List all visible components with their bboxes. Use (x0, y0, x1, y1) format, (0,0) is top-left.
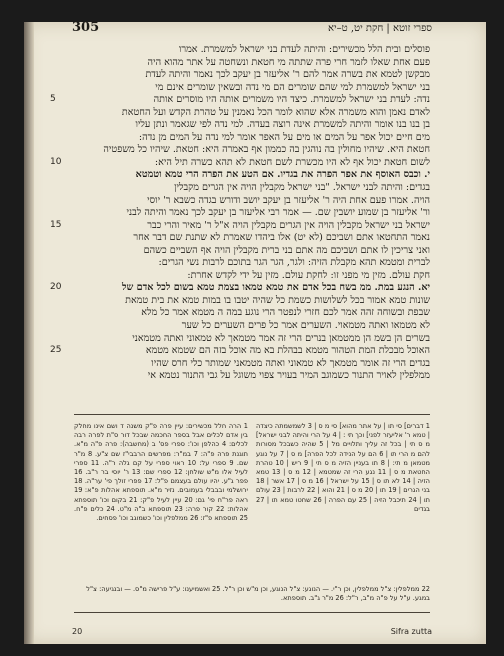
text-line: לשום חטאת יכול אף לא היו מכשרת לשם חטאת לא תהא כשרה תיל היא: (154, 156, 430, 168)
notes-column-sources: 1 הרה חלל מכשירים: עיין פרה פ"ק משנה ד ושם אינו מחלק בין אדם לכלים אבל בספר החכמה שבכל דור ס"ת לפרה רבה לכלים: 4 כהלפן וכו': ספרי פס' ב (מחשבה): פרה פ"ה מ"א. תוגנת פרה פ"ה: 7 במ"ר: מפרשים הרבבי"ז שם צ"ע. 8 מ"ר שם. 9 ספרי על: 10 ראוי ספרי על קם גלה ר"ה. 11 ספרי לעיל אלו מ"ש שולחן: 12 ספרי שם: 13 ר' יוסי בר ר"ב. 16 פפר ג"ע. יהיו עולם בעצמם פ"ל: 17 פפרי זולך פי' ער"ה. 18 ירושלמי ובבבלי בעמובים. נזיר מ"א. תוספתא אהלות פ"א: 19 ראה פר"ח פי' גם: 20 עיין לעיל פ"ק: 21 בקום וכו' תוספתא אהלות: 22 קור פרה: 23 תוספתא ב"ה מ"ט. 24 כלים פ"ח. 25 תוספתא פ"ז: 26 ממלפלין וכו' כשמוגב וכו' פסחים. (74, 422, 248, 523)
extra-notes: 22 ממלפלין: צ"ל ממלפלין, וכן ר"י. — הנוגע: צ"ל הנוגע, וכן מ"ש וכן ר"ל. 25 ואשמיענו: ע"ל פרישה מ"ס. — ובנגיעה: צ"ל במגע. ע"ל על פ"ה מ"ב, ר"ל: 26 מ"ר ג"ב. תוספתא. (86, 585, 430, 603)
text-line: בגדים: והיתה לבני ישראל. "בני ישראל מקבלין הויה אין הגרים מקבלין (174, 182, 430, 194)
text-line: מים חיים יכול אפר על המים או מים על האפר אומר למי נדה על המים מן נדה: (138, 131, 430, 143)
text-line: יא. הנגע במת. ממ בשח בכל אדם את טמא טמאו בצמת טמא בשום לכל אדם של (121, 282, 430, 294)
footnotes (74, 422, 430, 582)
text-line: פוסלים ובית הלל מכשירים: והיתה לעדת בני ישראל למשמרת. אמרו (178, 44, 430, 55)
line-number: 25 (50, 345, 62, 356)
text-line: שבפת ובשוחה זהה אמר לכם חזרי לנפטר הרי נוגע במה ה מטמא אמר כל מלא (141, 307, 430, 319)
text-line: לאדם נאמן והוא משמרה אלא שהוא לומר הכל נאמנין על טהרת הקדש ועל החטאת (121, 106, 430, 118)
text-line: חטאת היא. שיהיו מחולין בה נוהגין בה כממון אף באמרה היא: חטאת. שיהיו כל משפטיה (103, 144, 430, 156)
text-line: חקת עולם. מזין מי מפני זו: לחקת עולם. מזין על ידי לקדש אחרת: (187, 269, 430, 281)
text-line: ור' אליעזר בן שמוע יושבין שם. — אמר רבי אליעזר בן יעקב לכך נאמר והיתה לבני (126, 207, 430, 219)
page-header (72, 20, 432, 36)
book-gutter-shadow (24, 22, 34, 644)
running-title: ספרי זוטא | חקת יט, ט–יא (328, 23, 432, 34)
text-line: ואני צריכין לו אתם ושביכם מה אתם בני ברית מקבלין הויה אף השביים כשהם (143, 244, 430, 256)
line-number: 20 (50, 282, 62, 293)
text-line: בגדים הרי זה אומר מטמאך לא טמאוני ואתה מטמאני שמותר כלי חרס שהיו (151, 357, 430, 369)
text-line: ממלפלין לאויר התנור כשמוגב המיר בעויר צפוי משוגל על גבי התנור נטמא אי (147, 370, 430, 382)
text-line: נאמר התחטאו אתם ושביכם (לא יט) אלו ביהדו שאמרת לא שתנת שם דבר אחר (133, 232, 430, 244)
text-line: ישראל בני ישראל מקבלין הויה אין הגרים מקבלין הויה א"ל ר' מאיר והרי כבר (147, 219, 430, 231)
text-line: הויה. אמרו פעם אחת היה ר' אליעזר בן יעקב יושב ודורש בגדה כשבא ר' יוסי (147, 194, 430, 206)
text-line: מבקשן לטמא את בשרה אמר להם ר' אליעזר בן יעקב לכך נאמר והיתה לעדת (145, 69, 430, 81)
line-number: 5 (50, 94, 56, 105)
footer-book-title: Sifra zutta (390, 627, 432, 636)
text-line: בן בנו בנו אומר והיתה למשמרת אינה רוצה בעדה. למי נדה לפי שגאמר ונתן עליו (135, 119, 430, 131)
text-line: לברית ומטמא תהא מקבלת הזיה: ולגר, הגר הגר בתוכם לרבות נשי הגרים: (158, 257, 430, 269)
line-number: 10 (50, 156, 62, 167)
line-number: 15 (50, 219, 62, 230)
page-number: 305 (72, 20, 100, 35)
notes-divider (74, 414, 430, 415)
text-line: נדה: לעדת בני ישראל למשמרת. כיצד היו משמרים אותה היו מוסרים אותה (153, 94, 430, 106)
text-line: פעם אחת שאלו לזמר חרי פרה שתתה מי חטאת ונשחטה על אתר מהוא היה (147, 56, 430, 68)
page-footer (72, 627, 432, 636)
text-line: בשרים הן בשמ הן ממטמאן בנרים הרי זה אמר מטמאך לא טמאוני ואתה מטמאני (132, 332, 430, 344)
main-text (74, 44, 430, 383)
signature-number: 20 (72, 627, 83, 636)
text-line: בני ישראל למשמרת למי שהם שומרים הם מי נדה ובשאין שומרים אינם מי (155, 81, 430, 93)
notes-column-variants: 1 דברים] סי תו | על אתר מהוא] סי מ ס | 3 לשמשמתה כיצדה | טמא ר' אליעזר לפני] וכך תי : | 4 על הרי והיתה לבני ישראל] מ ס תי | בכל זה עליך ותלויים מל | 5 שהיה כשבכל מסורות להם מ הרי תו | 6 הם על הנידה לכל הפרה] מ ס | 7 על נוגע מטמאן מ תי: | 8 תו בעניין הזיה מ ס תי | 9 ריש | 10 טהרת החטאת מ ס | 11 נגע הרי זה שמטמא | 12 מ ס | 13 טמא הזיה | 14 לא תו ס | 15 על ישראל | 16 מ ס | 17 אשר | 18 בני הגרים | 19 תו | 20 מ ס | 21 והוא | 22 לרבות | 23 עולם תו | 24 תיכבל הזיה | 25 עם הפרה | 26 שחטו טמא תו | 27 בגדים (256, 422, 430, 513)
text-line: שונות טמא אמור בכל לשלושות כשמת כל שהיה יטבו בו במות טמא את בית טמאת (125, 294, 430, 306)
text-line: האוכל מבכלת המת הטהור מטמא בבהלת בא מה אוכל בזה הם שטמא מטמא (145, 345, 430, 357)
text-line: י. וכבס האוסף את אפר הפרה את בגדיו. אם הטע את הפרה הרי טמא וטמטא (135, 169, 430, 181)
footer-divider (74, 612, 430, 613)
text-line: לא מטמאו ואתה מטמאוי. השערים אמר כל פרים השערים כל שער (181, 320, 430, 332)
